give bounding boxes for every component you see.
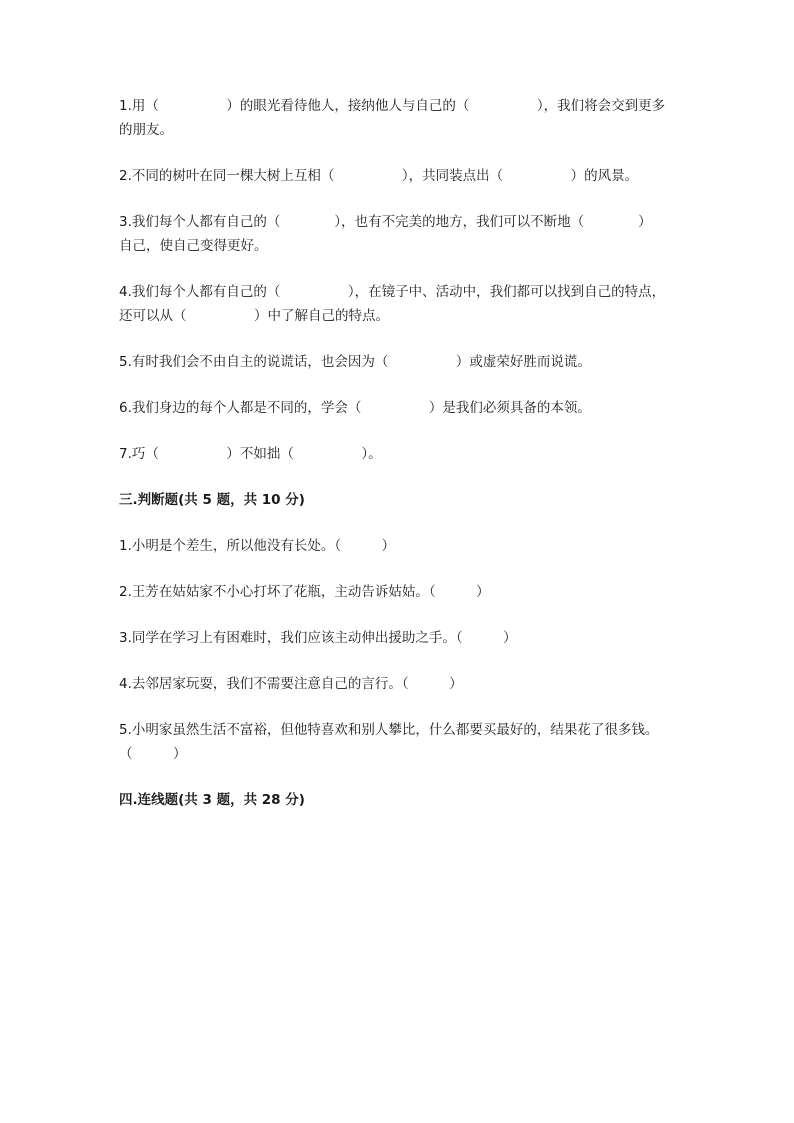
fill-in-question-2-line-1: 2.不同的树叶在同一棵大树上互相（ ），共同装点出（ ）的风景。 <box>119 168 639 184</box>
fill-in-question-1-line-2: 的朋友。 <box>119 122 173 138</box>
fill-in-question-1-line-1: 1.用（ ）的眼光看待他人，接纳他人与自己的（ ），我们将会交到更多 <box>119 98 666 114</box>
judge-question-1-line-1: 1.小明是个差生，所以他没有长处。（ ） <box>119 538 396 554</box>
section-title-judge: 三.判断题(共 5 题，共 10 分) <box>119 492 305 508</box>
fill-in-question-4 <box>119 280 679 328</box>
judge-question-5-line-1: 5.小明家虽然生活不富裕，但他特喜欢和别人攀比，什么都要买最好的，结果花了很多钱。 <box>119 722 659 738</box>
fill-in-question-3-line-2: 自己，使自己变得更好。 <box>119 238 268 254</box>
fill-in-question-3-line-1: 3.我们每个人都有自己的（ ），也有不完美的地方，我们可以不断地（ ） <box>119 214 652 230</box>
judge-question-5 <box>119 718 679 766</box>
fill-in-question-4-line-1: 4.我们每个人都有自己的（ ），在镜子中、活动中，我们都可以找到自己的特点， <box>119 284 666 300</box>
document-content <box>119 94 679 834</box>
judge-question-3 <box>119 626 679 650</box>
fill-in-question-3 <box>119 210 679 258</box>
fill-in-question-6 <box>119 396 679 420</box>
fill-in-question-5 <box>119 350 679 374</box>
judge-question-2 <box>119 580 679 604</box>
fill-in-question-5-line-1: 5.有时我们会不由自主的说谎话，也会因为（ ）或虚荣好胜而说谎。 <box>119 354 591 370</box>
judge-question-1 <box>119 534 679 558</box>
judge-question-2-line-1: 2.王芳在姑姑家不小心打坏了花瓶，主动告诉姑姑。（ ） <box>119 584 490 600</box>
fill-in-question-6-line-1: 6.我们身边的每个人都是不同的，学会（ ）是我们必须具备的本领。 <box>119 400 591 416</box>
fill-in-question-7 <box>119 442 679 466</box>
judge-question-3-line-1: 3.同学在学习上有困难时，我们应该主动伸出援助之手。（ ） <box>119 630 517 646</box>
judge-question-4-line-1: 4.去邻居家玩耍，我们不需要注意自己的言行。（ ） <box>119 676 463 692</box>
fill-in-question-7-line-1: 7.巧（ ）不如拙（ ）。 <box>119 446 382 462</box>
judge-question-4 <box>119 672 679 696</box>
fill-in-question-4-line-2: 还可以从（ ）中了解自己的特点。 <box>119 308 389 324</box>
fill-in-question-1 <box>119 94 679 142</box>
section-title-matching: 四.连线题(共 3 题，共 28 分) <box>119 792 305 808</box>
judge-question-5-line-2: （ ） <box>119 746 187 762</box>
fill-in-question-2 <box>119 164 679 188</box>
